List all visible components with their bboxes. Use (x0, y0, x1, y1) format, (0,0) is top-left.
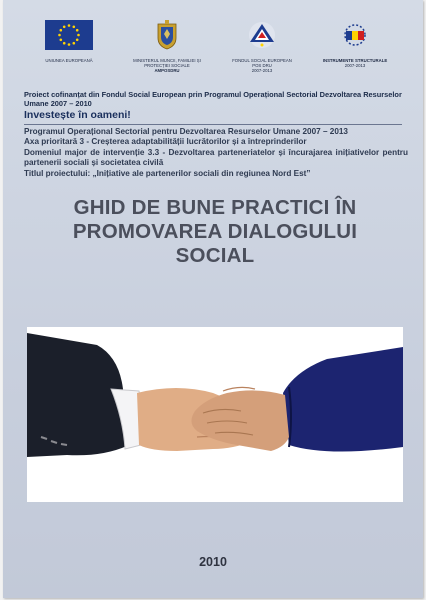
structural-instruments-logo (309, 20, 401, 68)
cofinancing-text: Proiect cofinanțat din Fondul Social European prin Programul Operațional Sectorial Dezvoltarea Resurselor Umane 2007 – 2010 (24, 90, 402, 108)
intervention-domain-line: Domeniul major de intervenție 3.3 - Dezvoltarea parteneriatelor și încurajarea inițiativelor pentru partenerii sociali și societatea civilă (24, 147, 408, 168)
slogan: Investește în oameni! (24, 109, 131, 121)
title-line2: PROMOVAREA DIALOGULUI (72, 220, 358, 243)
handshake-icon (27, 327, 403, 502)
logo-bar (3, 20, 423, 82)
priority-axis-line: Axa prioritară 3 - Creșterea adaptabilității lucrătorilor și a întreprinderilor (24, 137, 307, 147)
publication-year: 2010 (199, 555, 227, 569)
divider (24, 124, 402, 125)
fse-emblem-icon (246, 20, 278, 50)
eu-logo (27, 20, 111, 63)
book-title (33, 196, 397, 268)
cofinancing-notice (24, 90, 402, 121)
fse-logo (219, 20, 305, 73)
project-title-line: Titlul proiectului: „Inițiative ale partenerilor sociali din regiunea Nord Est” (24, 168, 311, 178)
handshake-photo (27, 327, 403, 502)
title-line3: SOCIAL (175, 244, 255, 267)
fse-caption-line3: 2007-2013 (251, 68, 273, 73)
fse-caption-line2: POS DRU (252, 63, 272, 68)
is-caption-line2: 2007-2013 (344, 63, 366, 68)
ministry-caption-line3: AMPOSDRU (154, 68, 180, 73)
eu-caption: UNIUNEA EUROPEANĂ (45, 58, 93, 63)
ministry-logo (121, 20, 213, 73)
program-line: Programul Operațional Sectorial pentru Dezvoltarea Resurselor Umane 2007 – 2013 (24, 127, 348, 136)
fse-caption-line1: FONDUL SOCIAL EUROPEAN (232, 58, 292, 63)
title-line1: GHID DE BUNE PRACTICI ÎN (73, 196, 357, 219)
is-caption-line1: INSTRUMENTE STRUCTURALE (322, 58, 388, 63)
book-cover (3, 0, 423, 598)
ministry-caption-line1: MINISTERUL MUNCII, FAMILIEI ȘI (133, 58, 201, 63)
ministry-caption-line2: PROTECȚIEI SOCIALE (144, 63, 190, 68)
eu-flag-icon (45, 20, 93, 50)
coat-of-arms-icon (156, 20, 178, 50)
program-info (24, 127, 408, 179)
structural-instruments-icon (337, 20, 373, 50)
